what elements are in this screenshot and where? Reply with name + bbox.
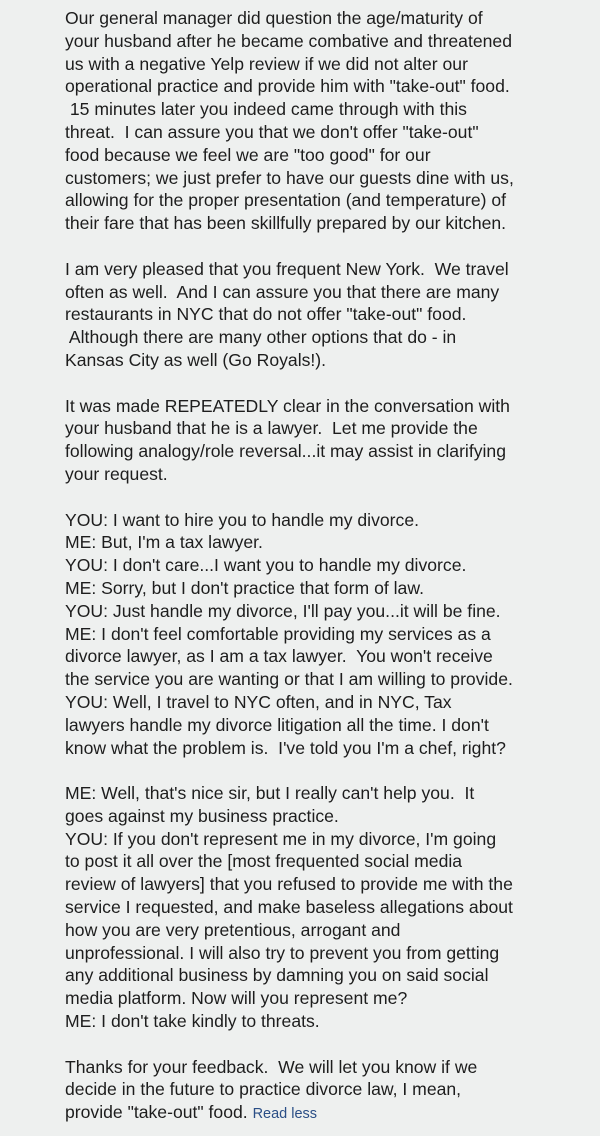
text-line-last-content: provide "take-out" food. (65, 1102, 248, 1123)
text-line: operational practice and provide him with "take-out" food. (65, 76, 510, 97)
text-line: to post it all over the [most frequented social media (65, 851, 463, 872)
text-line: ME: I don't feel comfortable providing my services as a (65, 623, 491, 644)
text-line: your husband after he became combative and threatened (65, 30, 512, 51)
text-line: It was made REPEATEDLY clear in the conversation with (65, 395, 510, 416)
text-line: Our general manager did question the age/maturity of (65, 8, 483, 28)
text-line: customers; we just prefer to have our guests dine with us, (65, 167, 514, 188)
text-line: your request. (65, 463, 168, 484)
text-line: ME: I don't take kindly to threats. (65, 1011, 320, 1032)
text-line: I am very pleased that you frequent New York. We travel (65, 258, 509, 279)
text-line: the service you are wanting or that I am willing to provide. (65, 669, 513, 690)
text-line: Kansas City as well (Go Royals!). (65, 349, 327, 370)
text-line-last (65, 1101, 586, 1126)
text-line: unprofessional. I will also try to prevent you from getting (65, 942, 500, 963)
read-less-link[interactable]: Read less (252, 1106, 318, 1123)
text-line: YOU: I want to hire you to handle my divorce. (65, 509, 419, 530)
text-line: their fare that has been skillfully prepared by our kitchen. (65, 213, 507, 234)
text-line: know what the problem is. I've told you I'm a chef, right? (65, 737, 506, 758)
text-line: ME: Well, that's nice sir, but I really can't help you. It (65, 783, 475, 804)
text-line: Thanks for your feedback. We will let you know if we (65, 1056, 478, 1077)
text-line: media platform. Now will you represent me? (65, 988, 408, 1009)
text-line: your husband that he is a lawyer. Let me provide the (65, 418, 478, 439)
text-line: how you are very pretentious, arrogant and (65, 919, 401, 940)
text-line: YOU: Just handle my divorce, I'll pay you...it will be fine. (65, 600, 501, 621)
text-line: Although there are many other options that do - in (65, 327, 457, 348)
text-line: YOU: If you don't represent me in my divorce, I'm going (65, 828, 497, 849)
text-line: ME: Sorry, but I don't practice that form of law. (65, 577, 424, 598)
text-line: often as well. And I can assure you that there are many (65, 281, 500, 302)
text-line: food because we feel we are "too good" for our (65, 144, 431, 165)
text-line: us with a negative Yelp review if we did not alter our (65, 53, 468, 74)
text-line: goes against my business practice. (65, 805, 339, 826)
text-line: YOU: Well, I travel to NYC often, and in NYC, Tax (65, 691, 452, 712)
text-line: allowing for the proper presentation (and temperature) of (65, 190, 507, 211)
text-line: divorce lawyer, as I am a tax lawyer. You won't receive (65, 646, 493, 667)
text-line: any additional business by damning you on said social (65, 965, 489, 986)
review-paragraph (65, 395, 586, 486)
text-line: threat. I can assure you that we don't offer "take-out" (65, 121, 479, 142)
text-line: ME: But, I'm a tax lawyer. (65, 532, 263, 553)
text-line: service I requested, and make baseless allegations about (65, 897, 513, 918)
closing-paragraph (65, 1056, 586, 1126)
review-paragraph (65, 258, 586, 372)
text-line: YOU: I don't care...I want you to handle my divorce. (65, 555, 467, 576)
text-line: restaurants in NYC that do not offer "take-out" food. (65, 304, 467, 325)
review-paragraph (65, 509, 586, 760)
text-line: lawyers handle my divorce litigation all the time. I don't (65, 714, 489, 735)
text-line: decide in the future to practice divorce law, I mean, (65, 1079, 462, 1100)
review-paragraph (65, 7, 586, 235)
text-line: following analogy/role reversal...it may assist in clarifying (65, 441, 507, 462)
text-line: 15 minutes later you indeed came through with this (65, 99, 467, 120)
review-paragraph (65, 782, 586, 1033)
text-line: review of lawyers] that you refused to provide me with the (65, 874, 513, 895)
